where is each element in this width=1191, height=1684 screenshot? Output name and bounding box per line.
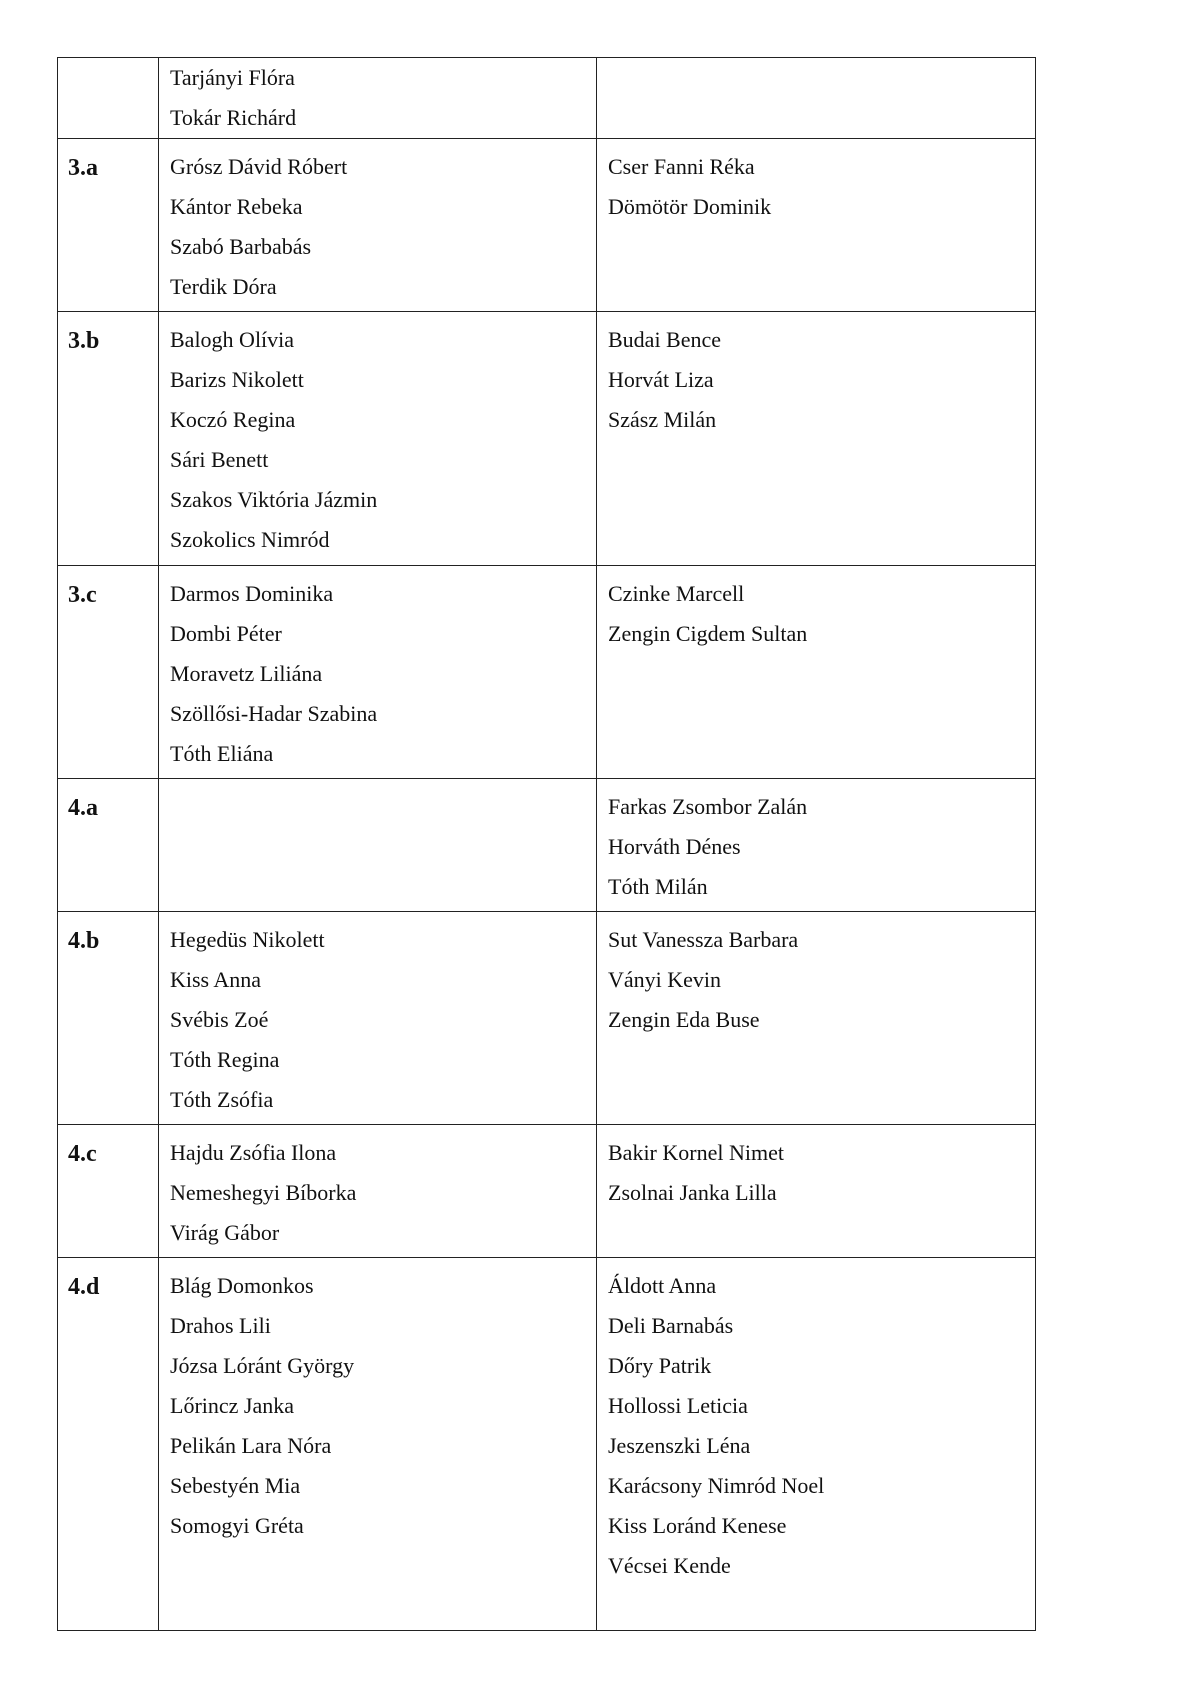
roster-row — [58, 58, 1036, 139]
student-name: Somogyi Gréta — [170, 1513, 304, 1538]
student-name: Zsolnai Janka Lilla — [608, 1180, 777, 1205]
class-cell — [58, 912, 159, 1125]
names-cell-first — [159, 312, 597, 566]
student-name: Józsa Lóránt György — [170, 1353, 355, 1378]
names-cell-first — [159, 139, 597, 312]
student-name: Dombi Péter — [170, 621, 282, 646]
class-cell — [58, 312, 159, 566]
student-name: Horvát Liza — [608, 367, 714, 392]
student-name: Terdik Dóra — [170, 274, 277, 299]
student-name: Hollossi Leticia — [608, 1393, 748, 1418]
student-name: Svébis Zoé — [170, 1007, 269, 1032]
student-name: Czinke Marcell — [608, 581, 745, 606]
student-name: Tokár Richárd — [170, 105, 297, 130]
name-list — [159, 779, 596, 787]
class-cell — [58, 1125, 159, 1258]
name-list — [597, 779, 1035, 907]
class-label: 4.c — [68, 1141, 97, 1167]
names-cell-first — [159, 566, 597, 779]
name-list — [159, 58, 596, 138]
names-cell-second — [597, 1258, 1036, 1631]
names-cell-second — [597, 779, 1036, 912]
student-name: Áldott Anna — [608, 1273, 717, 1298]
student-name: Pelikán Lara Nóra — [170, 1433, 332, 1458]
name-list — [597, 566, 1035, 654]
roster-row — [58, 566, 1036, 779]
student-name: Horváth Dénes — [608, 834, 741, 859]
roster-body — [58, 58, 1036, 1631]
student-name: Tóth Eliána — [170, 741, 274, 766]
student-name: Szöllősi-Hadar Szabina — [170, 701, 378, 726]
roster-row — [58, 139, 1036, 312]
student-name: Farkas Zsombor Zalán — [608, 794, 808, 819]
student-name: Barizs Nikolett — [170, 367, 304, 392]
class-cell — [58, 58, 159, 139]
student-name: Kiss Anna — [170, 967, 262, 992]
student-name: Zengin Cigdem Sultan — [608, 621, 808, 646]
name-list — [597, 1258, 1035, 1586]
student-name: Tóth Milán — [608, 874, 708, 899]
class-cell — [58, 1258, 159, 1631]
names-cell-second — [597, 139, 1036, 312]
student-name: Szokolics Nimród — [170, 527, 330, 552]
name-list — [159, 912, 596, 1120]
class-label: 4.a — [68, 795, 98, 821]
student-name: Balogh Olívia — [170, 327, 295, 352]
student-name: Drahos Lili — [170, 1313, 271, 1338]
student-name: Sári Benett — [170, 447, 269, 472]
student-name: Tarjányi Flóra — [170, 65, 295, 90]
student-name: Sut Vanessza Barbara — [608, 927, 799, 952]
student-name: Dömötör Dominik — [608, 194, 772, 219]
student-name: Sebestyén Mia — [170, 1473, 301, 1498]
student-name: Nemeshegyi Bíborka — [170, 1180, 357, 1205]
roster-row — [58, 1125, 1036, 1258]
class-label: 4.d — [68, 1274, 100, 1300]
student-name: Moravetz Liliána — [170, 661, 323, 686]
name-list — [597, 912, 1035, 1040]
names-cell-first — [159, 912, 597, 1125]
class-label: 3.c — [68, 582, 97, 608]
class-cell — [58, 779, 159, 912]
student-name: Ványi Kevin — [608, 967, 722, 992]
names-cell-first — [159, 1258, 597, 1631]
student-name: Cser Fanni Réka — [608, 154, 755, 179]
student-name: Tóth Zsófia — [170, 1087, 274, 1112]
student-name: Koczó Regina — [170, 407, 296, 432]
student-name: Bakir Kornel Nimet — [608, 1140, 784, 1165]
names-cell-first — [159, 58, 597, 139]
roster-row — [58, 779, 1036, 912]
student-name: Darmos Dominika — [170, 581, 334, 606]
student-name: Szakos Viktória Jázmin — [170, 487, 378, 512]
name-list — [159, 566, 596, 774]
name-list — [597, 312, 1035, 440]
class-roster-table — [57, 57, 1036, 1631]
student-name: Karácsony Nimród Noel — [608, 1473, 825, 1498]
names-cell-second — [597, 566, 1036, 779]
names-cell-first — [159, 1125, 597, 1258]
student-name: Hegedüs Nikolett — [170, 927, 325, 952]
roster-row — [58, 312, 1036, 566]
student-name: Kiss Loránd Kenese — [608, 1513, 787, 1538]
student-name: Virág Gábor — [170, 1220, 280, 1245]
name-list — [597, 139, 1035, 227]
student-name: Jeszenszki Léna — [608, 1433, 751, 1458]
student-name: Blág Domonkos — [170, 1273, 314, 1298]
names-cell-first — [159, 779, 597, 912]
names-cell-second — [597, 912, 1036, 1125]
names-cell-second — [597, 58, 1036, 139]
class-cell — [58, 566, 159, 779]
student-name: Kántor Rebeka — [170, 194, 303, 219]
name-list — [597, 1125, 1035, 1213]
student-name: Lőrincz Janka — [170, 1393, 294, 1418]
student-name: Dőry Patrik — [608, 1353, 712, 1378]
class-label: 3.a — [68, 155, 98, 181]
class-label: 3.b — [68, 328, 100, 354]
student-name: Hajdu Zsófia Ilona — [170, 1140, 337, 1165]
roster-row — [58, 912, 1036, 1125]
name-list — [159, 1258, 596, 1546]
names-cell-second — [597, 312, 1036, 566]
student-name: Szabó Barbabás — [170, 234, 312, 259]
name-list — [159, 139, 596, 307]
student-name: Vécsei Kende — [608, 1553, 731, 1578]
name-list — [159, 1125, 596, 1253]
student-name: Deli Barnabás — [608, 1313, 734, 1338]
student-name: Tóth Regina — [170, 1047, 280, 1072]
class-label: 4.b — [68, 928, 100, 954]
student-name: Szász Milán — [608, 407, 717, 432]
names-cell-second — [597, 1125, 1036, 1258]
class-label — [58, 58, 158, 72]
name-list — [159, 312, 596, 560]
class-cell — [58, 139, 159, 312]
student-name: Grósz Dávid Róbert — [170, 154, 348, 179]
student-name: Zengin Eda Buse — [608, 1007, 760, 1032]
roster-row — [58, 1258, 1036, 1631]
student-name: Budai Bence — [608, 327, 722, 352]
